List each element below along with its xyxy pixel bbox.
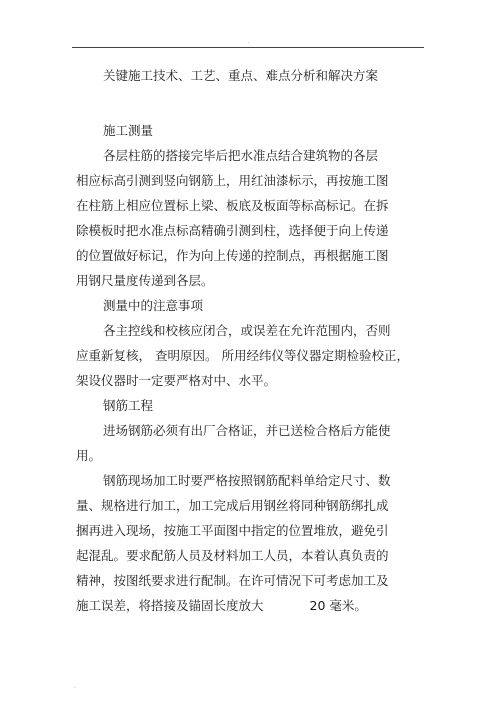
paragraph-line: 在柱筋上相应位置标上梁、板底及板面等标高标记。在拆 bbox=[76, 198, 389, 213]
paragraph-line: 起混乱。要求配筋人员及材料加工人员，本着认真负责的 bbox=[76, 548, 389, 563]
paragraph-line: 用钢尺量度传递到各层。 bbox=[76, 273, 214, 288]
document-body bbox=[76, 63, 426, 618]
spacer bbox=[76, 88, 426, 118]
section-heading-notes: 测量中的注意事项 bbox=[103, 298, 204, 313]
paragraph-line: 捆再进入现场，按施工平面图中指定的位置堆放，避免引 bbox=[76, 523, 389, 538]
paragraph-line: 用。 bbox=[76, 448, 102, 463]
section-heading-survey: 施工测量 bbox=[103, 123, 154, 138]
paragraph-line: 除模板时把水准点标高精确引测到柱，选择便于向上传递 bbox=[76, 223, 389, 238]
paragraph-line: 精神，按图纸要求进行配制。在许可情况下可考虑加工及 bbox=[76, 573, 389, 588]
paragraph-line: 量、规格进行加工，加工完成后用钢丝将同种钢筋绑扎成 bbox=[76, 498, 389, 513]
last-line-text: 施工误差，将搭接及锚固长度放大 bbox=[76, 598, 264, 613]
paragraph-line: 架设仪器时一定要严格对中、水平。 bbox=[76, 373, 277, 388]
paragraph-line: 进场钢筋必须有出厂合格证，并已送检合格后方能使 bbox=[103, 423, 391, 438]
paragraph-line: 各层柱筋的搭接完毕后把水准点结合建筑物的各层 bbox=[103, 148, 379, 163]
paragraph-line: 各主控线和校核应闭合，或误差在允许范围内，否则 bbox=[103, 323, 391, 338]
paragraph-line-last bbox=[76, 593, 426, 618]
footer-mark: . bbox=[74, 683, 76, 690]
section-heading-rebar: 钢筋工程 bbox=[103, 398, 154, 413]
paragraph-line: 钢筋现场加工时要严格按照钢筋配料单给定尺寸、数 bbox=[103, 473, 391, 488]
paragraph-line: 的位置做好标记，作为向上传递的控制点，再根据施工图 bbox=[76, 248, 389, 263]
header-mark: . bbox=[248, 38, 250, 45]
paragraph-line: 相应标高引测到竖向钢筋上，用红油漆标示，再按施工图 bbox=[76, 173, 389, 188]
header-rule bbox=[72, 47, 424, 48]
last-line-number: 20 毫米。 bbox=[309, 598, 367, 613]
paragraph-line: 应重新复核， 查明原因。 所用经纬仪等仪器定期检验校正， bbox=[76, 348, 409, 363]
document-title: 关键施工技术、工艺、重点、难点分析和解决方案 bbox=[103, 68, 379, 83]
